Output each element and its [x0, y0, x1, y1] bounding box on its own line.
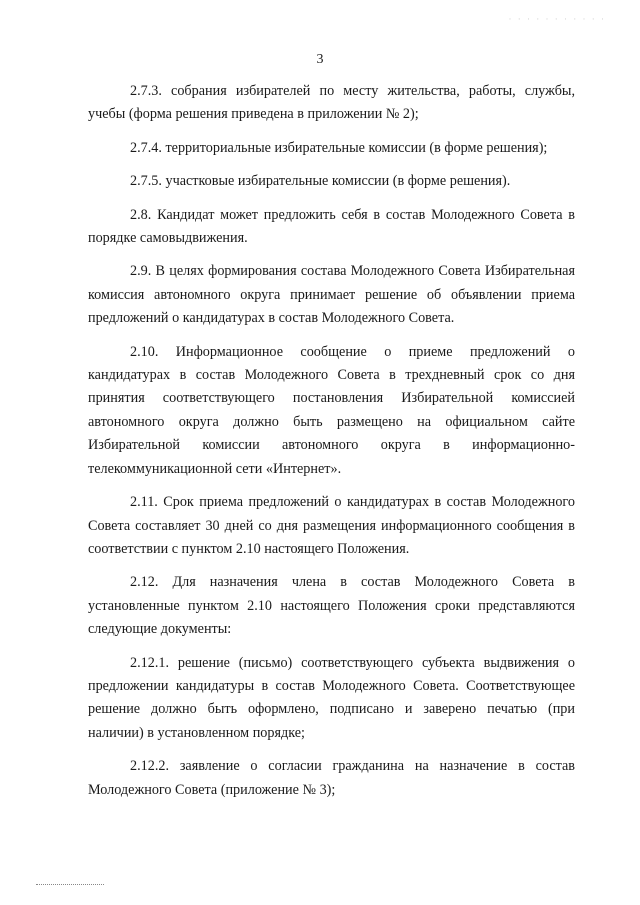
paragraph-2-12-1: 2.12.1. решение (письмо) соответствующего субъекта выдвижения о предложении кандидатуры в состав Молодежного Совета. Соответствующее решение должно быть оформлено, подписано и заверено печатью (при наличии) в установленном порядке; — [88, 654, 575, 741]
paragraph-2-12-2: 2.12.2. заявление о согласии гражданина на назначение в состав Молодежного Совета (приложение № 3); — [88, 758, 575, 798]
footer-divider — [36, 884, 104, 885]
scan-artifact: · · · · · · · · · · · — [508, 14, 606, 24]
paragraph-2-12: 2.12. Для назначения члена в состав Молодежного Совета в установленные пунктом 2.10 настоящего Положения сроки представляются следующие документы: — [88, 574, 575, 638]
paragraph-2-7-5: 2.7.5. участковые избирательные комиссии (в форме решения). — [130, 173, 511, 190]
paragraph-2-11: 2.11. Срок приема предложений о кандидатурах в состав Молодежного Совета составляет 30 дней со дня размещения информационного сообщения в соответствии с пунктом 2.10 настоящего Положения. — [88, 494, 575, 557]
paragraph-2-9: 2.9. В целях формирования состава Молодежного Совета Избирательная комиссия автономного округа принимает решение об объявлении приема предложений о кандидатурах в состав Молодежного Совета. — [88, 263, 575, 327]
page-number: 3 — [316, 52, 324, 67]
paragraph-2-8: 2.8. Кандидат может предложить себя в состав Молодежного Совета в порядке самовыдвижения. — [88, 206, 575, 247]
document-body — [88, 80, 575, 812]
paragraph-2-10: 2.10. Информационное сообщение о приеме предложений о кандидатурах в состав Молодежного Совета в трехдневный срок со дня принятия соответствующего постановления Избирательной комиссией автономного округа должно быть размещено на официальном сайте Избирательной комиссии автономного округа в информационно-телекоммуникационной сети «Интернет». — [88, 343, 575, 477]
paragraph-2-7-3: 2.7.3. собрания избирателей по месту жительства, работы, службы, учебы (форма решения приведена в приложении № 2); — [88, 83, 575, 123]
paragraph-2-7-4: 2.7.4. территориальные избирательные комиссии (в форме решения); — [130, 139, 548, 156]
